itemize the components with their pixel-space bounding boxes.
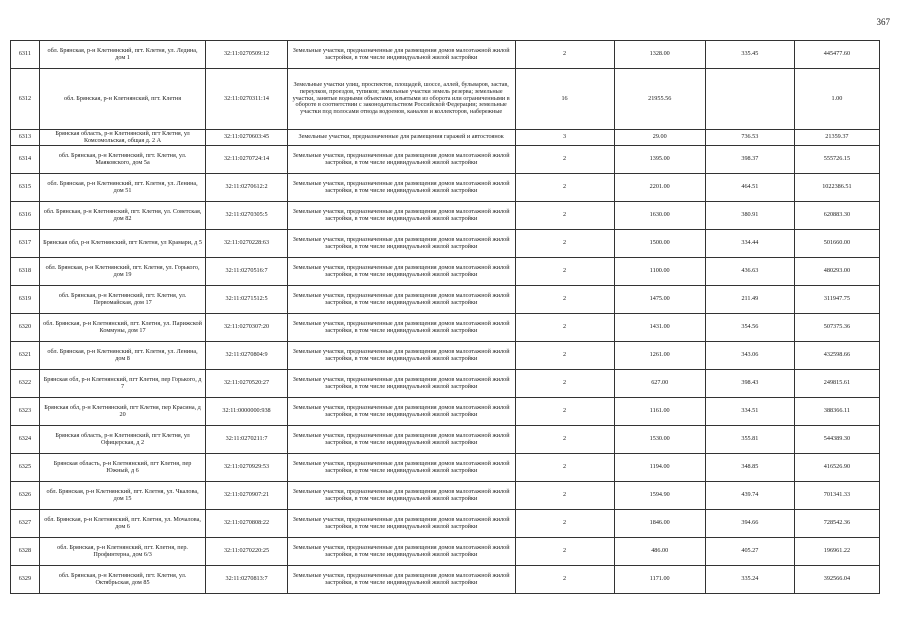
specific-value: 334.44 xyxy=(705,230,794,258)
address-cell: обл. Брянская, р-н Клетнянский, пгт. Клетня, ул. Маяковского, дом 5а xyxy=(39,146,206,174)
permitted-use: Земельные участки, предназначенные для размещения домов малоэтажной жилой застройки, в том числе индивидуальной жилой застройки xyxy=(287,41,515,69)
cadastral-value: 21359.37 xyxy=(794,130,879,146)
cadastral-number: 32:11:0270311:14 xyxy=(206,69,287,130)
plot-area: 1530.00 xyxy=(614,426,705,454)
cadastral-value: 445477.60 xyxy=(794,41,879,69)
use-group: 2 xyxy=(515,426,614,454)
address-cell: обл. Брянская, р-н Клетнянский, пгт. Клетня, ул. Горького, дом 19 xyxy=(39,258,206,286)
cadastral-number: 32:11:0270907:21 xyxy=(206,482,287,510)
cadastral-value: 620883.30 xyxy=(794,202,879,230)
plot-area: 627.00 xyxy=(614,370,705,398)
permitted-use: Земельные участки, предназначенные для размещения домов малоэтажной жилой застройки, в том числе индивидуальной жилой застройки xyxy=(287,314,515,342)
row-number: 6323 xyxy=(11,398,40,426)
plot-area: 1171.00 xyxy=(614,566,705,594)
cadastral-number: 32:11:0270220:25 xyxy=(206,538,287,566)
use-group: 3 xyxy=(515,130,614,146)
cadastral-value: 1.00 xyxy=(794,69,879,130)
table-body xyxy=(11,41,880,594)
specific-value: 211.49 xyxy=(705,286,794,314)
row-number: 6324 xyxy=(11,426,40,454)
row-number: 6313 xyxy=(11,130,40,146)
use-group: 2 xyxy=(515,398,614,426)
row-number: 6325 xyxy=(11,454,40,482)
address-cell: обл. Брянская, р-н Клетнянский, пгт. Клетня, ул. Мочалова, дом 6 xyxy=(39,510,206,538)
address-cell: обл. Брянская, р-н Клетнянский, пгт. Клетня, пер. Профинтерна, дом 6/3 xyxy=(39,538,206,566)
table-row xyxy=(11,41,880,69)
specific-value: 343.06 xyxy=(705,342,794,370)
use-group: 2 xyxy=(515,230,614,258)
permitted-use: Земельные участки, предназначенные для размещения домов малоэтажной жилой застройки, в том числе индивидуальной жилой застройки xyxy=(287,258,515,286)
table-row xyxy=(11,342,880,370)
cadastral-number: 32:11:0270305:5 xyxy=(206,202,287,230)
specific-value: 439.74 xyxy=(705,482,794,510)
permitted-use: Земельные участки, предназначенные для размещения домов малоэтажной жилой застройки, в том числе индивидуальной жилой застройки xyxy=(287,230,515,258)
cadastral-number: 32:11:0270516:7 xyxy=(206,258,287,286)
specific-value: 464.51 xyxy=(705,174,794,202)
page-number: 367 xyxy=(876,17,890,27)
cadastral-value: 507375.36 xyxy=(794,314,879,342)
row-number: 6322 xyxy=(11,370,40,398)
plot-area: 486.00 xyxy=(614,538,705,566)
address-cell: Брянская обл, р-н Клетнянский, пгт Клетня, пер Красина, д 20 xyxy=(39,398,206,426)
use-group: 2 xyxy=(515,202,614,230)
row-number: 6317 xyxy=(11,230,40,258)
plot-area: 21955.56 xyxy=(614,69,705,130)
permitted-use: Земельные участки, предназначенные для размещения домов малоэтажной жилой застройки, в том числе индивидуальной жилой застройки xyxy=(287,482,515,510)
use-group: 2 xyxy=(515,538,614,566)
plot-area: 1500.00 xyxy=(614,230,705,258)
address-cell: обл. Брянская, р-н Клетнянский, пгт. Клетня, ул. Ленина, дом 51 xyxy=(39,174,206,202)
use-group: 2 xyxy=(515,510,614,538)
cadastral-number: 32:11:0270509:12 xyxy=(206,41,287,69)
permitted-use: Земельные участки, предназначенные для размещения домов малоэтажной жилой застройки, в том числе индивидуальной жилой застройки xyxy=(287,342,515,370)
cadastral-value: 544389.30 xyxy=(794,426,879,454)
specific-value: 405.27 xyxy=(705,538,794,566)
row-number: 6316 xyxy=(11,202,40,230)
specific-value: 736.53 xyxy=(705,130,794,146)
address-cell: Брянская область, р-н Клетнянский, пгт Клетня, ул Офицерская, д 2 xyxy=(39,426,206,454)
cadastral-value: 501660.00 xyxy=(794,230,879,258)
plot-area: 1261.00 xyxy=(614,342,705,370)
use-group: 2 xyxy=(515,41,614,69)
cadastral-number: 32:11:0270808:22 xyxy=(206,510,287,538)
address-cell: обл. Брянская, р-н Клетнянский, пгт. Клетня, ул. Парижской Коммуны, дом 17 xyxy=(39,314,206,342)
cadastral-value: 249815.61 xyxy=(794,370,879,398)
row-number: 6329 xyxy=(11,566,40,594)
row-number: 6321 xyxy=(11,342,40,370)
permitted-use: Земельные участки, предназначенные для размещения домов малоэтажной жилой застройки, в том числе индивидуальной жилой застройки xyxy=(287,286,515,314)
plot-area: 1630.00 xyxy=(614,202,705,230)
row-number: 6318 xyxy=(11,258,40,286)
use-group: 2 xyxy=(515,146,614,174)
specific-value: 398.43 xyxy=(705,370,794,398)
table-row xyxy=(11,538,880,566)
row-number: 6327 xyxy=(11,510,40,538)
permitted-use: Земельные участки, предназначенные для размещения домов малоэтажной жилой застройки, в том числе индивидуальной жилой застройки xyxy=(287,566,515,594)
specific-value xyxy=(705,69,794,130)
table-row xyxy=(11,69,880,130)
permitted-use: Земельные участки, предназначенные для размещения домов малоэтажной жилой застройки, в том числе индивидуальной жилой застройки xyxy=(287,146,515,174)
specific-value: 355.81 xyxy=(705,426,794,454)
land-plot-table xyxy=(10,40,880,594)
table-row xyxy=(11,314,880,342)
table-row xyxy=(11,426,880,454)
use-group: 16 xyxy=(515,69,614,130)
cadastral-number: 32:11:0270307:20 xyxy=(206,314,287,342)
plot-area: 1594.90 xyxy=(614,482,705,510)
cadastral-number: 32:11:0270603:45 xyxy=(206,130,287,146)
permitted-use: Земельные участки улиц, проспектов, площадей, шоссе, аллей, бульваров, застав, переулков, проездов, тупиков; земельные участки земель резерва; земельные участки, занятые водными объектами, изъятыми из оборота или ограниченными в обороте в соответствии с законодательством Российской Федерации; земельные участки под полосами отвода водоемов, каналов и коллекторов, набережные xyxy=(287,69,515,130)
address-cell: обл. Брянская, р-н Клетнянский, пгт. Клетня, ул. Чкалова, дом 15 xyxy=(39,482,206,510)
permitted-use: Земельные участки, предназначенные для размещения домов малоэтажной жилой застройки, в том числе индивидуальной жилой застройки xyxy=(287,426,515,454)
use-group: 2 xyxy=(515,454,614,482)
address-cell: обл. Брянская, р-н Клетнянский, пгт. Клетня, ул. Октябрьская, дом 85 xyxy=(39,566,206,594)
cadastral-value: 392566.04 xyxy=(794,566,879,594)
row-number: 6312 xyxy=(11,69,40,130)
cadastral-number: 32:11:0270813:7 xyxy=(206,566,287,594)
plot-area: 1846.00 xyxy=(614,510,705,538)
plot-area: 29.00 xyxy=(614,130,705,146)
use-group: 2 xyxy=(515,342,614,370)
specific-value: 354.56 xyxy=(705,314,794,342)
plot-area: 1161.00 xyxy=(614,398,705,426)
use-group: 2 xyxy=(515,258,614,286)
permitted-use: Земельные участки, предназначенные для размещения домов малоэтажной жилой застройки, в том числе индивидуальной жилой застройки xyxy=(287,398,515,426)
specific-value: 394.66 xyxy=(705,510,794,538)
cadastral-value: 555726.15 xyxy=(794,146,879,174)
address-cell: обл. Брянская, р-н Клетнянский, пгт. Клетня, ул. Первомайская, дом 17 xyxy=(39,286,206,314)
table-row xyxy=(11,230,880,258)
cadastral-value: 416526.90 xyxy=(794,454,879,482)
cadastral-number: 32:11:0270724:14 xyxy=(206,146,287,174)
table-row xyxy=(11,130,880,146)
permitted-use: Земельные участки, предназначенные для размещения домов малоэтажной жилой застройки, в том числе индивидуальной жилой застройки xyxy=(287,538,515,566)
use-group: 2 xyxy=(515,286,614,314)
permitted-use: Земельные участки, предназначенные для размещения домов малоэтажной жилой застройки, в том числе индивидуальной жилой застройки xyxy=(287,510,515,538)
table-row xyxy=(11,370,880,398)
table-row xyxy=(11,286,880,314)
address-cell: обл. Брянская, р-н Клетнянский, пгт. Клетня, ул. Ледина, дом 1 xyxy=(39,41,206,69)
row-number: 6328 xyxy=(11,538,40,566)
use-group: 2 xyxy=(515,174,614,202)
address-cell: Брянская обл, р-н Клетнянский, пгт Клетня, ул Крамари, д 5 xyxy=(39,230,206,258)
cadastral-value: 701341.33 xyxy=(794,482,879,510)
use-group: 2 xyxy=(515,482,614,510)
permitted-use: Земельные участки, предназначенные для размещения домов малоэтажной жилой застройки, в том числе индивидуальной жилой застройки xyxy=(287,454,515,482)
row-number: 6326 xyxy=(11,482,40,510)
plot-area: 1475.00 xyxy=(614,286,705,314)
address-cell: Брянская область, р-н Клетнянский, пгт Клетня, пер Южный, д 6 xyxy=(39,454,206,482)
plot-area: 1328.00 xyxy=(614,41,705,69)
table-row xyxy=(11,258,880,286)
permitted-use: Земельные участки, предназначенные для размещения гаражей и автостоянок xyxy=(287,130,515,146)
use-group: 2 xyxy=(515,370,614,398)
cadastral-value: 196961.22 xyxy=(794,538,879,566)
plot-area: 1395.00 xyxy=(614,146,705,174)
row-number: 6311 xyxy=(11,41,40,69)
table-row xyxy=(11,174,880,202)
cadastral-value: 1022386.51 xyxy=(794,174,879,202)
cadastral-value: 388366.11 xyxy=(794,398,879,426)
table-row xyxy=(11,398,880,426)
specific-value: 334.51 xyxy=(705,398,794,426)
plot-area: 1431.00 xyxy=(614,314,705,342)
cadastral-number: 32:11:0270211:7 xyxy=(206,426,287,454)
plot-area: 1194.00 xyxy=(614,454,705,482)
permitted-use: Земельные участки, предназначенные для размещения домов малоэтажной жилой застройки, в том числе индивидуальной жилой застройки xyxy=(287,370,515,398)
table-row xyxy=(11,202,880,230)
row-number: 6315 xyxy=(11,174,40,202)
table-row xyxy=(11,146,880,174)
address-cell: обл. Брянская, р-н Клетнянский, пгт. Клетня, ул. Советская, дом 82 xyxy=(39,202,206,230)
specific-value: 380.91 xyxy=(705,202,794,230)
table-row xyxy=(11,566,880,594)
specific-value: 335.45 xyxy=(705,41,794,69)
cadastral-value: 432598.66 xyxy=(794,342,879,370)
cadastral-number: 32:11:0270804:9 xyxy=(206,342,287,370)
cadastral-number: 32:11:0000000:938 xyxy=(206,398,287,426)
plot-area: 2201.00 xyxy=(614,174,705,202)
permitted-use: Земельные участки, предназначенные для размещения домов малоэтажной жилой застройки, в том числе индивидуальной жилой застройки xyxy=(287,202,515,230)
cadastral-number: 32:11:0270612:2 xyxy=(206,174,287,202)
cadastral-number: 32:11:0270520:27 xyxy=(206,370,287,398)
plot-area: 1100.00 xyxy=(614,258,705,286)
cadastral-value: 480293.00 xyxy=(794,258,879,286)
cadastral-value: 311947.75 xyxy=(794,286,879,314)
permitted-use: Земельные участки, предназначенные для размещения домов малоэтажной жилой застройки, в том числе индивидуальной жилой застройки xyxy=(287,174,515,202)
row-number: 6320 xyxy=(11,314,40,342)
address-cell: Брянская обл, р-н Клетнянский, пгт Клетня, пер Горького, д 7 xyxy=(39,370,206,398)
row-number: 6319 xyxy=(11,286,40,314)
specific-value: 348.85 xyxy=(705,454,794,482)
cadastral-number: 32:11:0270228:63 xyxy=(206,230,287,258)
address-cell: обл. Брянская, р-н Клетнянский, пгт. Клетня xyxy=(39,69,206,130)
row-number: 6314 xyxy=(11,146,40,174)
cadastral-number: 32:11:0271512:5 xyxy=(206,286,287,314)
specific-value: 398.37 xyxy=(705,146,794,174)
table-row xyxy=(11,510,880,538)
address-cell: обл. Брянская, р-н Клетнянский, пгт. Клетня, ул. Ленина, дом 8 xyxy=(39,342,206,370)
table-row xyxy=(11,482,880,510)
cadastral-number: 32:11:0270929:53 xyxy=(206,454,287,482)
table-row xyxy=(11,454,880,482)
use-group: 2 xyxy=(515,566,614,594)
cadastral-value: 728542.36 xyxy=(794,510,879,538)
specific-value: 436.63 xyxy=(705,258,794,286)
use-group: 2 xyxy=(515,314,614,342)
address-cell: Брянская область, р-н Клетнянский, пгт Клетня, ул Комсомольская, общая д. 2 А xyxy=(39,130,206,146)
specific-value: 335.24 xyxy=(705,566,794,594)
